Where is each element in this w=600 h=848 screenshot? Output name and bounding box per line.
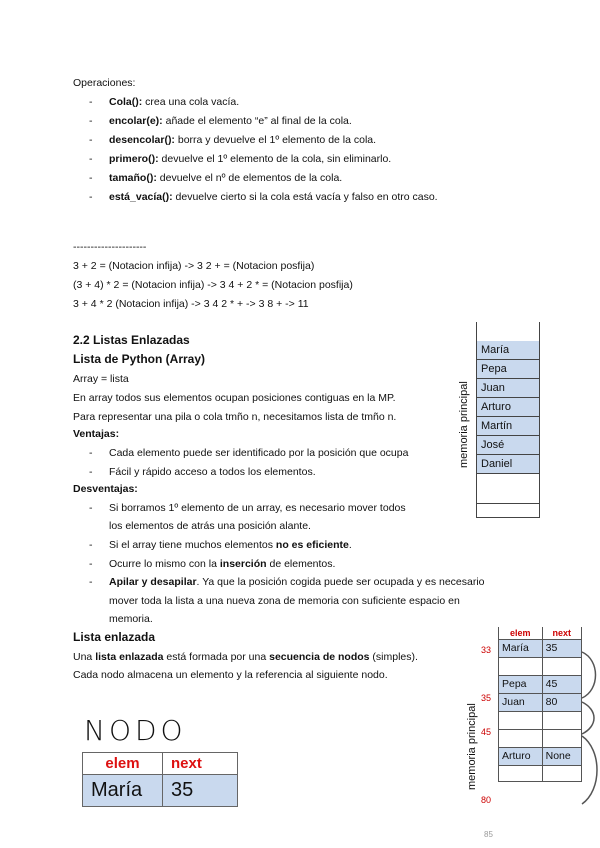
address-label: 80 (481, 795, 492, 805)
link-arrow (582, 736, 597, 804)
nodo-next-header: next (163, 753, 238, 775)
memory-cell-empty (476, 504, 540, 518)
memory-cell: Pepa (476, 360, 540, 379)
linked-line: Una lista enlazada está formada por una secuencia de nodos (simples). (73, 651, 418, 663)
notation-line: 3 + 4 * 2 (Notacion infija) -> 3 4 2 * + -> 3 8 + -> 11 (73, 298, 309, 310)
next-cell: 45 (542, 675, 581, 693)
elem-cell: Arturo (499, 747, 543, 765)
desventaja-item: - Si borramos 1º elemento de un array, es necesario mover todos (89, 502, 406, 514)
linked-line: Cada nodo almacena un elemento y la referencia al siguiente nodo. (73, 669, 388, 681)
desventaja-cont: mover toda la lista a una nueva zona de memoria con suficiente espacio en (109, 595, 460, 607)
nodo-title: NODO (84, 714, 187, 747)
desventajas-label: Desventajas: (73, 483, 138, 495)
address-label: 33 (481, 645, 492, 655)
memory-cell: José (476, 436, 540, 455)
memory-cell: Daniel (476, 455, 540, 474)
link-arrow (582, 652, 596, 698)
nodo-elem-header: elem (83, 753, 163, 775)
link-arrows (578, 640, 600, 810)
desventaja-cont: los elementos de atrás una posición alante. (109, 520, 311, 532)
memory-label: memoria principal (466, 703, 478, 790)
memory-top-cell (476, 322, 540, 342)
next-cell: 80 (542, 693, 581, 711)
ventaja-item: - Cada elemento puede ser identificado por la posición que ocupa (89, 447, 409, 459)
desventaja-cont: memoria. (109, 613, 153, 625)
elem-cell: Pepa (499, 675, 543, 693)
elem-cell: María (499, 639, 543, 657)
address-label: 35 (481, 693, 492, 703)
address-label: 85 (484, 830, 493, 839)
memory-cell: María (476, 341, 540, 360)
notation-line: (3 + 4) * 2 = (Notacion infija) -> 3 4 + 2 * = (Notacion posfija) (73, 279, 353, 291)
notation-line: 3 + 2 = (Notacion infija) -> 3 2 + = (Notacion posfija) (73, 260, 315, 272)
op-item: - tamaño(): devuelve el nº de elementos de la cola. (89, 172, 343, 184)
op-item: - está_vacía(): devuelve cierto si la cola está vacía y falso en otro caso. (89, 191, 438, 203)
next-cell: None (542, 747, 581, 765)
op-item: - Cola(): crea una cola vacía. (89, 96, 240, 108)
operations-title: Operaciones: (73, 77, 136, 89)
section-subheading: Lista de Python (Array) (73, 352, 206, 366)
separator: --------------------- (73, 241, 147, 253)
paragraph: Array = lista (73, 373, 129, 385)
nodo-elem-cell: María (83, 775, 163, 807)
op-item: - primero(): devuelve el 1º elemento de la cola, sin eliminarlo. (89, 153, 392, 165)
ventaja-item: - Fácil y rápido acceso a todos los elementos. (89, 466, 316, 478)
desventaja-item: - Si el array tiene muchos elementos no es eficiente. (89, 539, 352, 551)
address-label: 45 (481, 727, 492, 737)
desventaja-item: - Apilar y desapilar. Ya que la posición cogida puede ser ocupada y es necesario (89, 576, 485, 588)
memory-table (476, 341, 540, 518)
desventaja-item: - Ocurre lo mismo con la inserción de elementos. (89, 558, 336, 570)
op-item: - encolar(e): añade el elemento “e” al final de la cola. (89, 115, 352, 127)
link-arrow (582, 702, 594, 734)
col-next-header: next (542, 627, 581, 639)
memory-label: memoria principal (458, 381, 470, 468)
memory-cell: Juan (476, 379, 540, 398)
memory-cell-empty (476, 474, 540, 504)
col-elem-header: elem (499, 627, 543, 639)
next-cell: 35 (542, 639, 581, 657)
paragraph: Para representar una pila o cola tmño n, necesitamos lista de tmño n. (73, 411, 397, 423)
memory-cell: Arturo (476, 398, 540, 417)
ventajas-label: Ventajas: (73, 428, 120, 440)
memory-cell: Martín (476, 417, 540, 436)
section-heading: 2.2 Listas Enlazadas (73, 333, 190, 347)
paragraph: En array todos sus elementos ocupan posiciones contiguas en la MP. (73, 392, 396, 404)
elem-cell: Juan (499, 693, 543, 711)
linked-memory-table (498, 627, 582, 782)
nodo-table (82, 752, 238, 807)
op-item: - desencolar(): borra y devuelve el 1º elemento de la cola. (89, 134, 377, 146)
nodo-next-cell: 35 (163, 775, 238, 807)
linked-heading: Lista enlazada (73, 630, 156, 644)
